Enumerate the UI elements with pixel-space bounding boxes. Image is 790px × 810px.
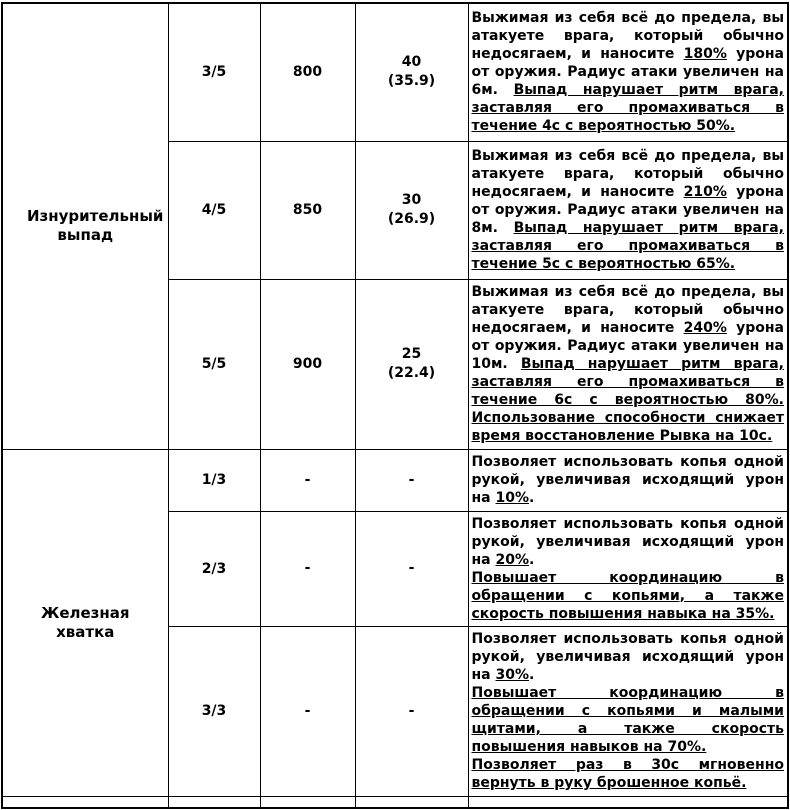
plain-text: . <box>529 667 535 683</box>
empty-cell <box>468 796 788 808</box>
description-paragraph <box>472 453 785 507</box>
empty-cell <box>2 796 168 808</box>
underlined-text: 180% <box>683 46 727 63</box>
description-cell <box>468 449 788 511</box>
underlined-text: Выпад нарушает ритм врага, заставляя его промахиваться в течение 6с с вероятностью 80%. <box>471 356 784 408</box>
underlined-text: 240% <box>683 320 727 336</box>
plain-text: урона от оружия. Радиус атаки увеличен на 6м. <box>471 46 784 99</box>
empty-cell <box>260 796 355 808</box>
description-paragraph <box>472 9 785 135</box>
partial-row <box>2 796 788 808</box>
level-cell: 2/3 <box>168 511 260 626</box>
plain-text: . <box>529 490 535 506</box>
plain-text: Позволяет использовать копья одной рукой, увеличивая исходящий урон на <box>471 454 784 506</box>
col4-value-line: - <box>408 560 415 576</box>
underlined-text: 20% <box>495 551 530 568</box>
col3-value-cell: - <box>260 626 355 796</box>
col3-value-cell: - <box>260 511 355 626</box>
abilities-table-body <box>2 3 788 808</box>
col4-value-cell <box>355 511 468 626</box>
underlined-text: Выпад нарушает ритм врага, заставляя его промахиваться в течение 5с с вероятностью 65%. <box>471 220 784 272</box>
underlined-text: Повышает координацию в обращении с копьями и малыми щитами, а также скорость повышения навыков на 70%. <box>471 685 784 755</box>
description-paragraph <box>472 684 785 756</box>
plain-text: Позволяет использовать копья одной рукой, увеличивая исходящий урон на <box>471 515 784 568</box>
description-cell <box>468 141 788 279</box>
col4-value-line: - <box>408 471 415 488</box>
col3-value-cell: 900 <box>260 279 355 449</box>
description-cell <box>468 626 788 796</box>
col3-value-cell: 800 <box>260 3 355 141</box>
underlined-text: 30% <box>495 667 530 683</box>
level-cell: 3/3 <box>168 626 260 796</box>
description-cell <box>468 511 788 626</box>
col4-value-line: 25 <box>401 346 422 362</box>
level-cell: 4/5 <box>168 141 260 279</box>
level-cell: 5/5 <box>168 279 260 449</box>
description-paragraph <box>472 147 785 273</box>
col4-value-line: 40 <box>401 54 422 71</box>
col4-value-cell <box>355 626 468 796</box>
empty-cell <box>168 796 260 808</box>
description-paragraph <box>472 630 785 684</box>
underlined-text: Повышает координацию в обращении с копьями, а также скорость повышения навыка на 35%. <box>471 569 784 622</box>
description-paragraph <box>472 756 785 792</box>
plain-text: урона от оружия. Радиус атаки увеличен на 8м. <box>471 184 784 236</box>
plain-text: Выжимая из себя всё до предела, вы атакуете врага, который обычно недосягаем, и наносите <box>471 10 784 63</box>
description-paragraph <box>472 283 785 445</box>
col4-value-cell <box>355 279 468 449</box>
ability-name-cell: Железная хватка <box>2 449 168 796</box>
underlined-text: Позволяет раз в 30с мгновенно вернуть в руку брошенное копьё. <box>471 757 784 791</box>
description-cell <box>468 3 788 141</box>
plain-text: Выжимая из себя всё до предела, вы атакуете врага, который обычно недосягаем, и наносите <box>471 148 784 200</box>
col4-value-cell <box>355 3 468 141</box>
table-row <box>2 3 788 141</box>
abilities-table <box>1 2 789 809</box>
empty-cell <box>355 796 468 808</box>
col3-value-cell: 850 <box>260 141 355 279</box>
plain-text: урона от оружия. Радиус атаки увеличен на 10м. <box>471 320 784 372</box>
col4-value-line: 30 <box>401 192 422 208</box>
plain-text: Позволяет использовать копья одной рукой, увеличивая исходящий урон на <box>471 631 784 683</box>
plain-text: . <box>529 551 535 568</box>
table-row <box>2 449 788 511</box>
col4-value-line: - <box>408 702 415 719</box>
description-paragraph <box>472 515 785 569</box>
description-cell <box>468 279 788 449</box>
plain-text: Выжимая из себя всё до предела, вы атакуете врага, который обычно недосягаем, и наносите <box>471 284 784 336</box>
col4-value-cell <box>355 449 468 511</box>
col4-value-line: (26.9) <box>387 211 436 227</box>
underlined-text: Выпад нарушает ритм врага, заставляя его промахиваться в течение 4с с вероятностью 50%. <box>471 82 784 135</box>
ability-name-cell: Изнурительный выпад <box>2 3 168 449</box>
col4-value-line: (22.4) <box>387 365 436 381</box>
col3-value-cell: - <box>260 449 355 511</box>
level-cell: 3/5 <box>168 3 260 141</box>
col4-value-line: (35.9) <box>387 73 436 90</box>
underlined-text: 210% <box>683 184 727 200</box>
level-cell: 1/3 <box>168 449 260 511</box>
underlined-text: Использование способности снижает время восстановление Рывка на 10с. <box>471 410 784 444</box>
col4-value-cell <box>355 141 468 279</box>
underlined-text: 10% <box>495 490 530 506</box>
description-paragraph <box>472 569 785 623</box>
